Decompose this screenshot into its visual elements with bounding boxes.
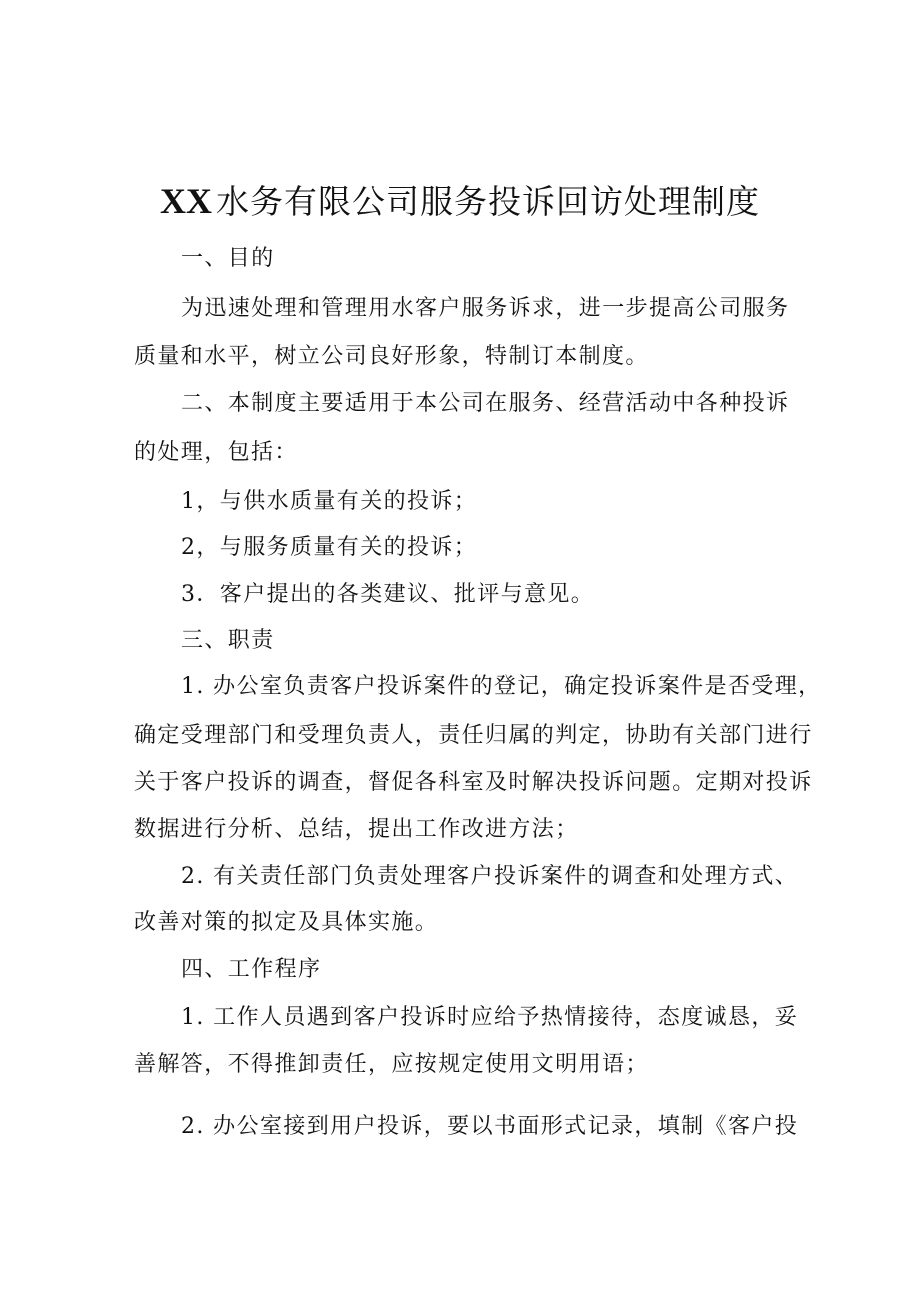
- scope-item-1: 1，与供水质量有关的投诉；: [181, 489, 478, 514]
- duty-2-line-2: 改善对策的拟定及具体实施。: [134, 910, 439, 935]
- duty-1-line-1: 1. 办公室负责客户投诉案件的登记，确定投诉案件是否受理，: [181, 674, 822, 699]
- section-1-heading: 一、目的: [181, 246, 275, 271]
- duty-2-line-1: 2. 有关责任部门负责处理客户投诉案件的调查和处理方式、: [181, 864, 799, 889]
- duty-1-line-2: 确定受理部门和受理负责人，责任归属的判定，协助有关部门进行: [134, 723, 813, 748]
- duty-1-line-3: 关于客户投诉的调查，督促各科室及时解决投诉问题。定期对投诉: [134, 770, 813, 795]
- document-title: [0, 178, 920, 225]
- title-main: 水务有限公司服务投诉回访处理制度: [216, 182, 760, 221]
- scope-line-2: 的处理，包括：: [134, 440, 298, 465]
- duty-1-line-4: 数据进行分析、总结，提出工作改进方法；: [134, 817, 579, 842]
- procedure-2-line-1: 2. 办公室接到用户投诉，要以书面形式记录，填制《客户投: [181, 1114, 799, 1139]
- procedure-1-line-1: 1. 工作人员遇到客户投诉时应给予热情接待，态度诚恳，妥: [181, 1005, 799, 1030]
- procedure-1-line-2: 善解答，不得推卸责任，应按规定使用文明用语；: [134, 1052, 649, 1077]
- section-3-heading: 三、职责: [181, 628, 275, 653]
- title-prefix: XX: [160, 181, 212, 221]
- section-4-heading: 四、工作程序: [181, 957, 322, 982]
- scope-item-3: 3．客户提出的各类建议、批评与意见。: [181, 582, 595, 607]
- scope-item-2: 2，与服务质量有关的投诉；: [181, 535, 478, 560]
- purpose-line-2: 质量和水平，树立公司良好形象，特制订本制度。: [134, 344, 649, 369]
- scope-line-1: 二、本制度主要适用于本公司在服务、经营活动中各种投诉: [181, 391, 790, 416]
- purpose-line-1: 为迅速处理和管理用水客户服务诉求，进一步提高公司服务: [181, 296, 790, 321]
